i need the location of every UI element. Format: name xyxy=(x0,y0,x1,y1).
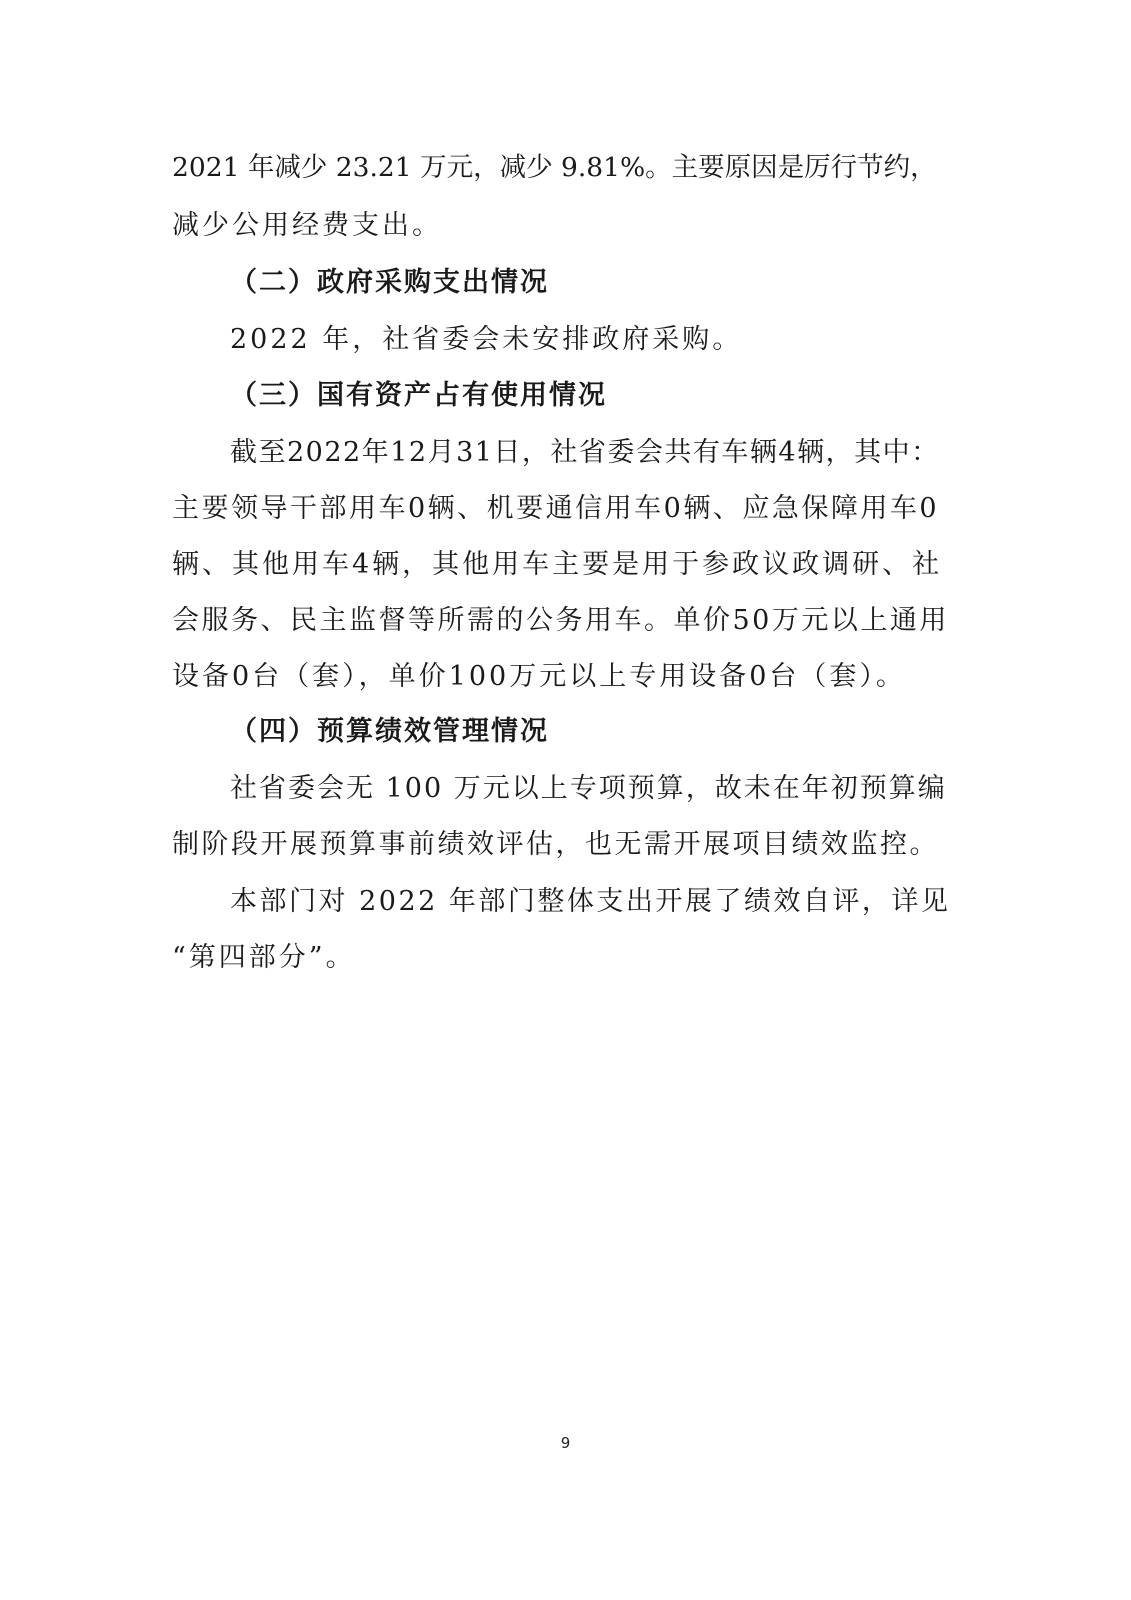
body-line: 减少公用经费支出。 xyxy=(172,210,442,241)
section-heading-assets: （三）国有资产占有使用情况 xyxy=(230,380,607,411)
page-number: 9 xyxy=(560,1434,571,1452)
section-heading-procurement: （二）政府采购支出情况 xyxy=(230,267,549,298)
body-line: 本部门对 2022 年部门整体支出开展了绩效自评，详见 xyxy=(230,886,951,917)
body-line: 制阶段开展预算事前绩效评估，也无需开展项目绩效监控。 xyxy=(172,829,939,860)
body-line: 主要领导干部用车0辆、机要通信用车0辆、应急保障用车0 xyxy=(172,493,940,524)
body-line: “第四部分”。 xyxy=(172,942,356,973)
body-line: 会服务、民主监督等所需的公务用车。单价50万元以上通用 xyxy=(172,605,949,636)
body-line: 辆、其他用车4辆，其他用车主要是用于参政议政调研、社 xyxy=(172,549,943,580)
body-line: 2021 年减少 23.21 万元，减少 9.81%。主要原因是厉行节约， xyxy=(172,152,937,183)
body-line: 2022 年，社省委会未安排政府采购。 xyxy=(230,324,743,355)
body-line: 设备0台（套），单价100万元以上专用设备0台（套）。 xyxy=(172,661,906,692)
body-line: 社省委会无 100 万元以上专项预算，故未在年初预算编 xyxy=(230,773,947,804)
section-heading-performance: （四）预算绩效管理情况 xyxy=(230,716,549,747)
body-line: 截至2022年12月31日，社省委会共有车辆4辆，其中： xyxy=(230,437,940,468)
